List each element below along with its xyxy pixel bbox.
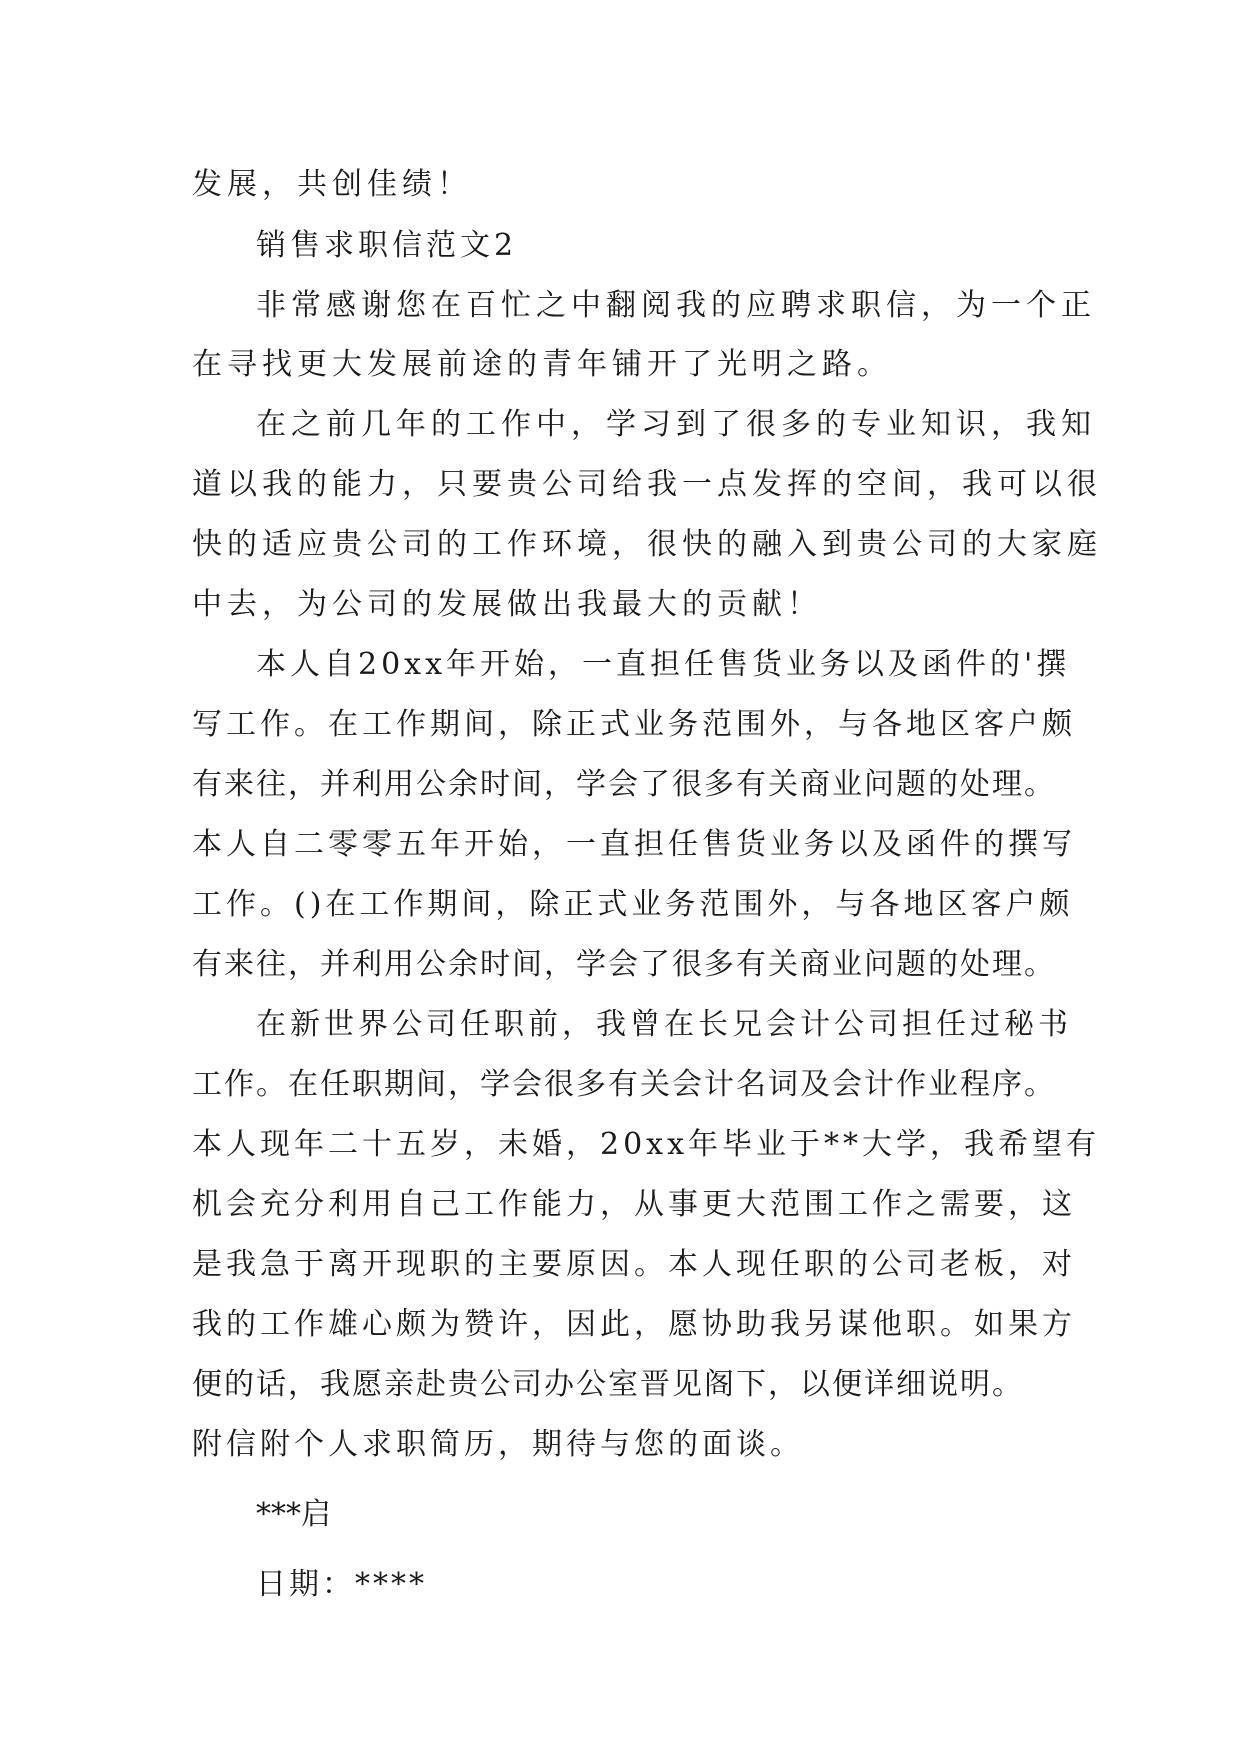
text-line: 附信附个人求职简历，期待与您的面谈。 (192, 1427, 804, 1462)
signature-line: ***启 (256, 1497, 331, 1532)
text-line: 机会充分利用自己工作能力，从事更大范围工作之需要，这 (192, 1187, 1076, 1222)
text-line: 工作。在任职期间，学会很多有关会计名词及会计作业程序。 (192, 1067, 1056, 1102)
text-line: 写工作。在工作期间，除正式业务范围外，与各地区客户颇 (192, 707, 1076, 742)
text-line: 是我急于离开现职的主要原因。本人现任职的公司老板，对 (192, 1247, 1076, 1282)
date-line: 日期：**** (256, 1567, 427, 1602)
text-line: 在之前几年的工作中，学习到了很多的专业知识，我知 (256, 407, 1096, 442)
text-line: 有来往，并利用公余时间，学会了很多有关商业问题的处理。 (192, 767, 1056, 802)
section-title: 销售求职信范文2 (256, 228, 518, 263)
text-line: 本人现年二十五岁，未婚，20xx年毕业于**大学，我希望有 (192, 1127, 1101, 1162)
text-line: 在新世界公司任职前，我曾在长兄会计公司担任过秘书 (256, 1007, 1072, 1042)
text-line: 便的话，我愿亲赴贵公司办公室晋见阁下，以便详细说明。 (192, 1367, 1024, 1402)
text-line: 快的适应贵公司的工作环境，很快的融入到贵公司的大家庭 (192, 527, 1102, 562)
text-line: 有来往，并利用公余时间，学会了很多有关商业问题的处理。 (192, 947, 1056, 982)
text-line: 我的工作雄心颇为赞许，因此，愿协助我另谋他职。如果方 (192, 1307, 1076, 1342)
text-line: 中去，为公司的发展做出我最大的贡献！ (192, 587, 822, 622)
text-line: 在寻找更大发展前途的青年铺开了光明之路。 (192, 347, 892, 382)
text-line: 发展，共创佳绩！ (192, 167, 472, 202)
text-line: 工作。()在工作期间，除正式业务范围外，与各地区客户颇 (192, 887, 1074, 922)
text-line: 道以我的能力，只要贵公司给我一点发挥的空间，我可以很 (192, 467, 1102, 502)
text-line: 本人自20xx年开始，一直担任售货业务以及函件的'撰 (256, 647, 1071, 682)
text-line: 本人自二零零五年开始，一直担任售货业务以及函件的撰写 (192, 827, 1076, 862)
text-line: 非常感谢您在百忙之中翻阅我的应聘求职信，为一个正 (256, 288, 1096, 323)
